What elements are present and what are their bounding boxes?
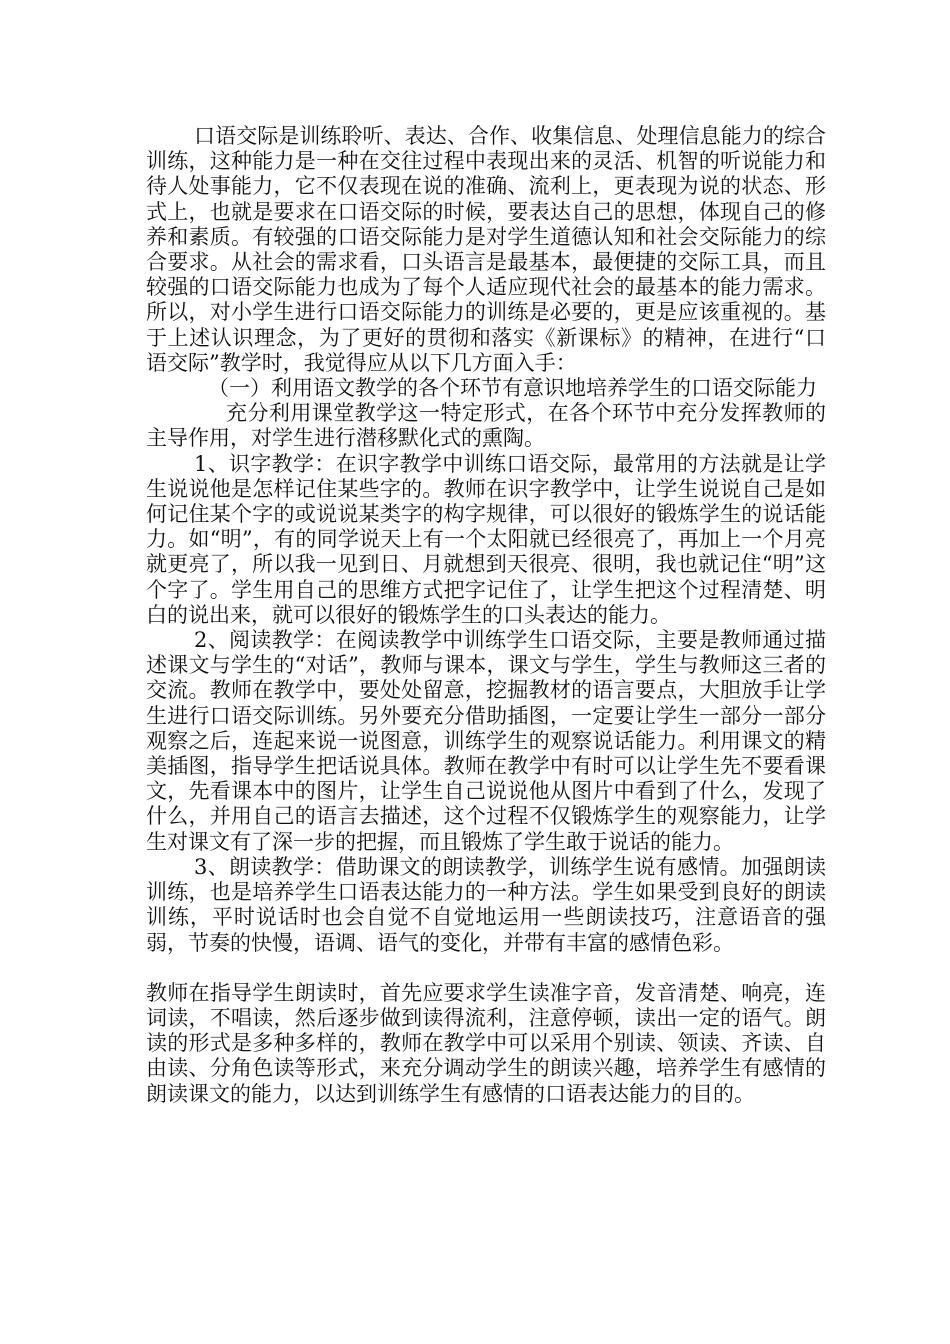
reading-teaching-paragraph: 2、阅读教学：在阅读教学中训练学生口语交际，主要是教师通过描述课文与学生的“对话”，教师与课本，课文与学生，学生与教师这三者的交流。教师在教学中，要处处留意，挖掘教材的语言要点，大胆放手让学生进行口语交际训练。另外要充分借助插图，一定要让学生一部分一部分观察之后，连起来说一说图意，训练学生的观察说话能力。利用课文的精美插图，指导学生把话说具体。教师在教学中有时可以让学生先不要看课文，先看课本中的图片，让学生自己说说他从图片中看到了什么，发现了什么，并用自己的语言去描述，这个过程不仅锻炼学生的观察能力，让学生对课文有了深一步的把握，而且锻炼了学生敢于说话的能力。 <box>146 628 826 854</box>
section-heading-1: （一）利用语文教学的各个环节有意识地培养学生的口语交际能力 <box>208 376 817 401</box>
oral-reading-paragraph: 3、朗读教学：借助课文的朗读教学，训练学生说有感情。加强朗读训练，也是培养学生口语表达能力的一种方法。学生如果受到良好的朗读训练，平时说话时也会自觉不自觉地运用一些朗读技巧，注意语音的强弱，节奏的快慢，语调、语气的变化，并带有丰富的感情色彩。 <box>146 854 826 955</box>
section-intro-paragraph: 充分利用课堂教学这一特定形式，在各个环节中充分发挥教师的主导作用，对学生进行潜移默化式的熏陶。 <box>146 401 826 451</box>
intro-paragraph: 口语交际是训练聆听、表达、合作、收集信息、处理信息能力的综合训练，这种能力是一种在交往过程中表现出来的灵活、机智的听说能力和待人处事能力，它不仅表现在说的准确、流利上，更表现为说的状态、形式上，也就是要求在口语交际的时候，要表达自己的思想，体现自己的修养和素质。有较强的口语交际能力是对学生道德认知和社会交际能力的综合要求。从社会的需求看，口头语言是最基本，最便捷的交际工具，而且较强的口语交际能力也成为了每个人适应现代社会的最基本的能力需求。所以，对小学生进行口语交际能力的训练是必要的，更是应该重视的。基于上述认识理念，为了更好的贯彻和落实《新课标》的精神，在进行“口语交际”教学时，我觉得应从以下几方面入手： <box>146 124 826 375</box>
document-body <box>146 124 826 1107</box>
oral-reading-guidance-paragraph: 教师在指导学生朗读时，首先应要求学生读准字音，发音清楚、响亮，连词读，不唱读，然后逐步做到读得流利，注意停顿，读出一定的语气。朗读的形式是多种多样的，教师在教学中可以采用个别读、领读、齐读、自由读、分角色读等形式，来充分调动学生的朗读兴趣，培养学生有感情的朗读课文的能力，以达到训练学生有感情的口语表达能力的目的。 <box>146 980 826 1106</box>
literacy-teaching-paragraph: 1、识字教学：在识字教学中训练口语交际，最常用的方法就是让学生说说他是怎样记住某些字的。教师在识字教学中，让学生说说自己是如何记住某个字的或说说某类字的构字规律，可以很好的锻炼学生的说话能力。如“明”，有的同学说天上有一个太阳就已经很亮了，再加上一个月亮就更亮了，所以我一见到日、月就想到天很亮、很明，我也就记住“明”这个字了。学生用自己的思维方式把字记住了，让学生把这个过程清楚、明白的说出来，就可以很好的锻炼学生的口头表达的能力。 <box>146 451 826 627</box>
